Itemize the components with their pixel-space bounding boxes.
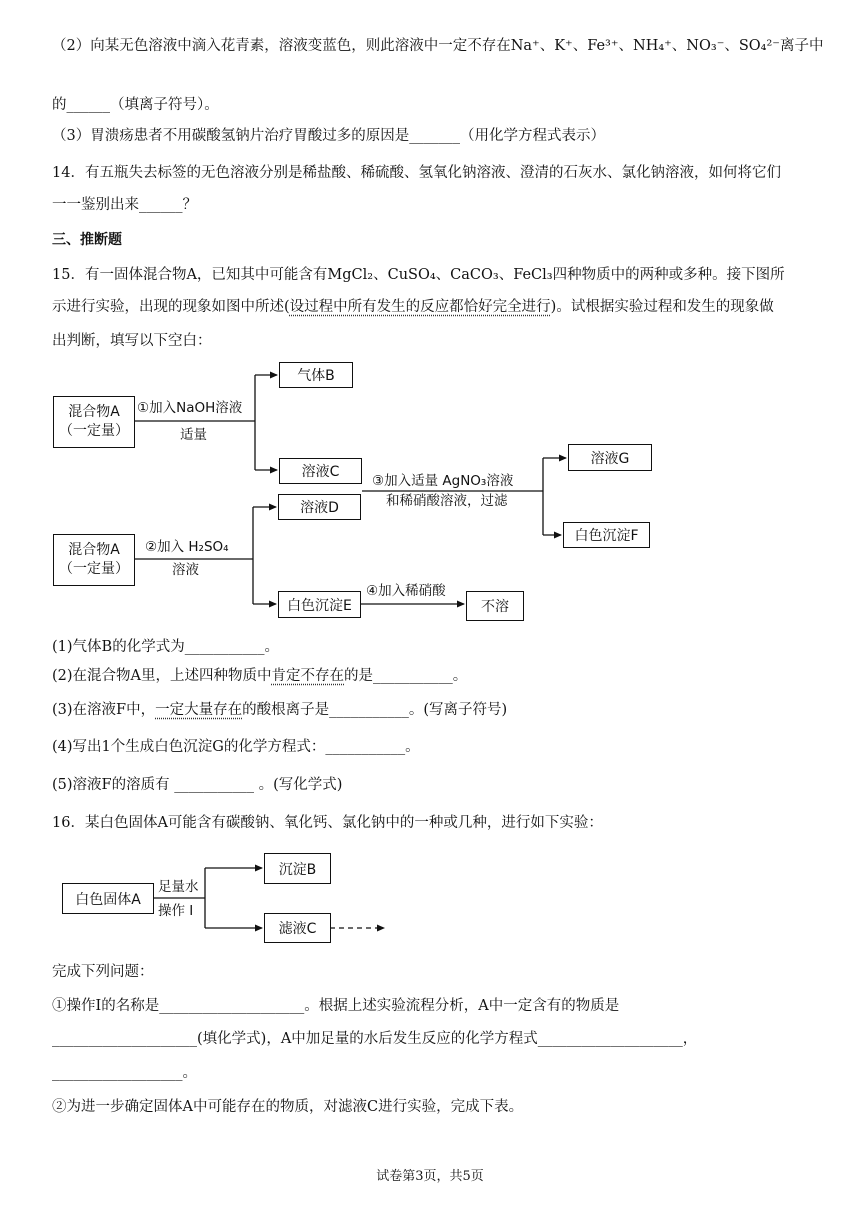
operation-i-label: 操作 I [158,903,194,919]
q16-q1-line2: ____________________(填化学式)，A中加足量的水后发生反应的化学方程式____________________， [52,1031,698,1047]
mixture-a-box-1: 混合物A （一定量） [53,396,135,448]
precipitate-e-box: 白色沉淀E [278,591,361,618]
q16-q1-line3: __________________。 [52,1065,197,1081]
q14-line1: 14．有五瓶失去标签的无色溶液分别是稀盐酸、稀硫酸、氢氧化钠溶液、澄清的石灰水、氯化钠溶液，如何将它们 [52,165,781,181]
q16-complete: 完成下列问题： [52,964,154,980]
step1-label: ①加入NaOH溶液 [137,400,243,416]
white-solid-a-box: 白色固体A [62,883,154,914]
precipitate-b-box: 沉淀B [264,853,331,884]
step4-label: ④加入稀硝酸 [366,583,446,599]
filtrate-c-box: 滤液C [264,913,331,943]
q16-q2: ②为进一步确定固体A中可能存在的物质，对滤液C进行实验，完成下表。 [52,1099,524,1115]
solution-c-box: 溶液C [279,458,362,484]
q13-part2-line2: 的______（填离子符号）。 [52,97,219,113]
step3-label: ③加入适量 AgNO₃溶液 [372,473,514,489]
operation-water-label: 足量水 [158,879,199,895]
step1-sublabel: 适量 [180,427,207,443]
q15-sub1: (1)气体B的化学式为___________。 [52,639,279,655]
q15-line3: 出判断，填写以下空白： [52,333,212,349]
insoluble-box: 不溶 [466,591,524,621]
page-footer: 试卷第3页，共5页 [376,1169,484,1184]
q15-line2: 示进行实验，出现的现象如图中所述(设过程中所有发生的反应都恰好完全进行)。试根据实验过程和发生的现象做 [52,299,774,315]
q15-sub5: (5)溶液F的溶质有 ___________ 。(写化学式) [52,777,343,793]
q16-line1: 16．某白色固体A可能含有碳酸钠、氧化钙、氯化钠中的一种或几种，进行如下实验： [52,815,603,831]
gas-b-box: 气体B [279,362,353,388]
q15-sub2: (2)在混合物A里，上述四种物质中肯定不存在的是___________。 [52,668,468,684]
step3-sublabel: 和稀硝酸溶液，过滤 [386,493,508,509]
q15-sub4: (4)写出1个生成白色沉淀G的化学方程式：___________。 [52,739,420,755]
q15-line1: 15．有一固体混合物A，已知其中可能含有MgCl₂、CuSO₄、CaCO₃、FeCl₃四种物质中的两种或多种。接下图所 [52,267,785,283]
solution-g-box: 溶液G [568,444,652,471]
section-title: 三、推断题 [52,232,122,248]
q13-part3: （3）胃溃疡患者不用碳酸氢钠片治疗胃酸过多的原因是_______（用化学方程式表示） [52,128,605,144]
solution-d-box: 溶液D [278,494,361,520]
q16-q1-line1: ①操作I的名称是____________________。根据上述实验流程分析，A中一定含有的物质是 [52,998,620,1014]
q13-part2-line1: （2）向某无色溶液中滴入花青素，溶液变蓝色，则此溶液中一定不存在Na⁺、K⁺、Fe³⁺、NH₄⁺、NO₃⁻、SO₄²⁻离子中 [52,38,824,54]
mixture-a-box-2: 混合物A （一定量） [53,534,135,586]
step2-sublabel: 溶液 [172,562,199,578]
q14-line2: 一一鉴别出来______？ [52,197,197,213]
q15-emphasis: 设过程中所有发生的反应都恰好完全进行 [289,299,551,315]
step2-label: ②加入 H₂SO₄ [145,539,229,555]
precipitate-f-box: 白色沉淀F [563,522,650,548]
q15-sub3: (3)在溶液F中，一定大量存在的酸根离子是___________。(写离子符号) [52,702,508,718]
